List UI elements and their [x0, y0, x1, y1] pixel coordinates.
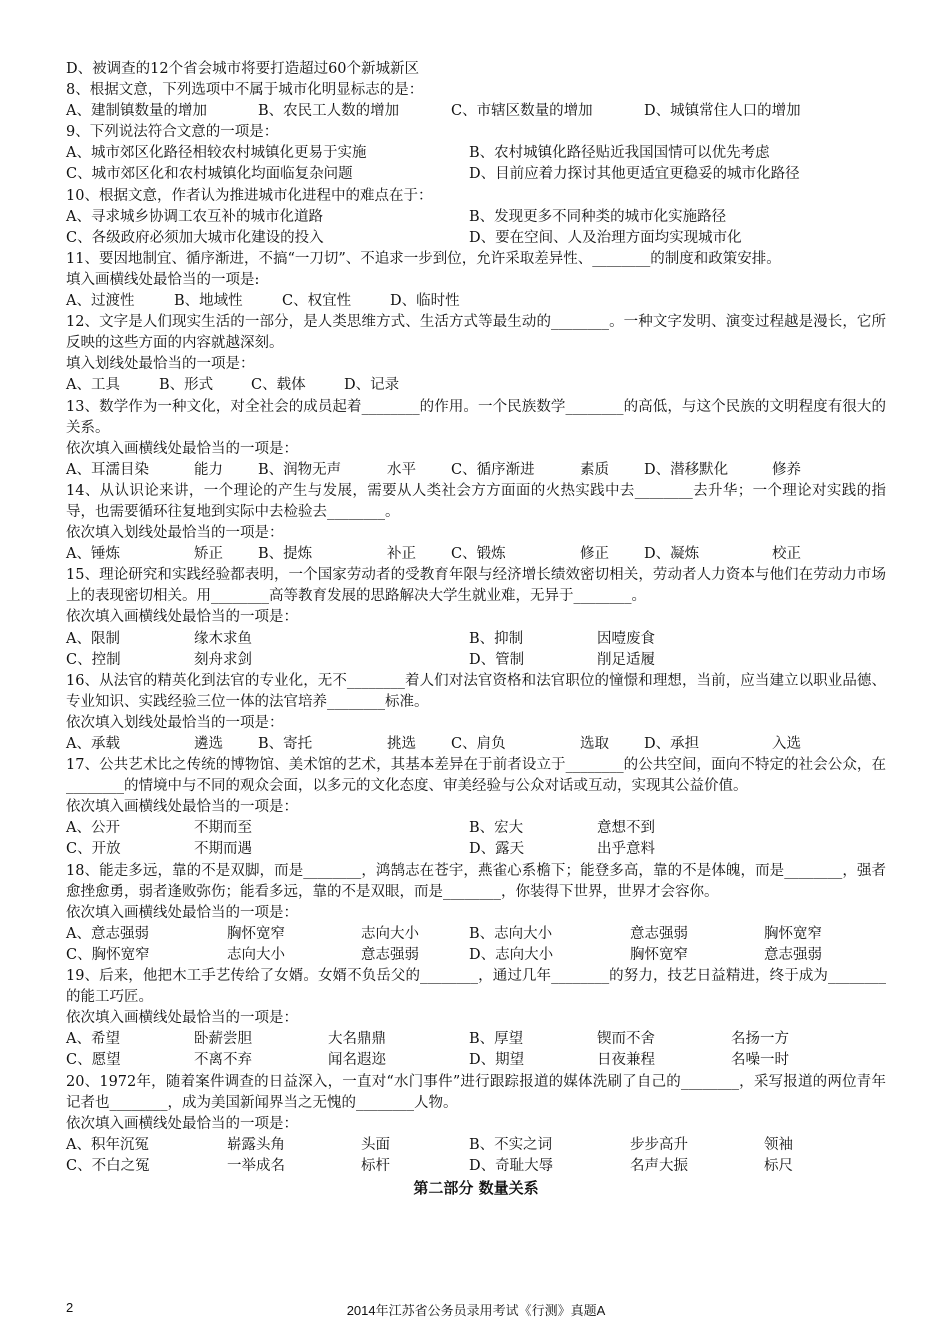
option-d-word-2: 意志强弱 [764, 946, 822, 963]
option-c: C、肩负 [451, 736, 506, 752]
option-a-word-1: 卧薪尝胆 [194, 1031, 252, 1048]
option-c: C、不白之冤 [66, 1157, 150, 1174]
options-row [66, 1050, 886, 1071]
option-b-word: 补正 [387, 546, 416, 563]
option-c: C、权宜性 [282, 293, 352, 310]
option-c-word: 选取 [580, 736, 609, 752]
question-17: 17、公共艺术比之传统的博物馆、美术馆的艺术，其基本差异在于前者设立于________的公共空间，面向不特定的社会公众，在________的情境中与不同的观众会面，以多元的文化态度、审美经验与公众对话或互动，实现其公益价值。 [66, 757, 886, 795]
option-b: B、寄托 [258, 736, 313, 752]
option-d: D、目前应着力探讨其他更适宜更稳妥的城市化路径 [469, 166, 800, 183]
option-c-word: 修正 [580, 546, 609, 563]
option-a: A、积年沉冤 [66, 1136, 149, 1153]
option-c: C、愿望 [66, 1052, 121, 1069]
option-d: D、露天 [469, 841, 525, 858]
question-18: 18、能走多远，靠的不是双脚，而是________，鸿鹄志在苍宇，燕雀心系檐下；能登多高，靠的不是体魄，而是________，强者愈挫愈勇，弱者逢败弥伤；能看多远，靠的不是双眼，而是________，你装得下世界，世界才会容你。 [66, 862, 886, 900]
instruction: 依次填入画横线处最恰当的一项是： [66, 799, 298, 816]
question-8: 8、根据文意，下列选项中不属于城市化明显标志的是： [66, 82, 424, 99]
instruction: 依次填入画横线处最恰当的一项是： [66, 1115, 298, 1132]
options-row [66, 924, 886, 945]
option-b-word: 挑选 [387, 736, 416, 752]
option-a-word: 能力 [194, 461, 223, 478]
options-row [66, 839, 886, 860]
page-number: 2 [66, 1300, 74, 1315]
option-c: C、各级政府必须加大城市化建设的投入 [66, 229, 324, 246]
option-d: D、记录 [344, 377, 400, 394]
options-row [66, 375, 886, 396]
instruction: 依次填入画横线处最恰当的一项是： [66, 609, 298, 626]
option-c-word-1: 不离不弃 [194, 1052, 252, 1069]
option-c-word: 素质 [580, 461, 609, 478]
option-c: C、开放 [66, 841, 121, 858]
instruction: 依次填入划线处最恰当的一项是： [66, 525, 284, 542]
option-a: A、寻求城乡协调工农互补的城市化道路 [66, 208, 323, 225]
option-c: C、市辖区数量的增加 [451, 103, 593, 120]
option-b-word-2: 胸怀宽窄 [764, 925, 822, 942]
question-11: 11、要因地制宜、循序渐进，不搞“一刀切”、不追求一步到位，允许采取差异性、________的制度和政策安排。 [66, 250, 781, 267]
option-d: D、要在空间、人及治理方面均实现城市化 [469, 229, 742, 246]
instruction: 填入画横线处最恰当的一项是: [66, 271, 260, 288]
option-d-word: 修养 [772, 461, 801, 478]
option-a-word: 不期而至 [194, 820, 252, 837]
option-d-word-1: 日夜兼程 [597, 1052, 655, 1069]
option-b: B、农村城镇化路径贴近我国国情可以优先考虑 [469, 145, 770, 162]
option-b: B、厚望 [469, 1031, 524, 1048]
option-d: D、临时性 [390, 293, 460, 310]
option-d-word: 入选 [772, 736, 801, 752]
option-a: A、锤炼 [66, 546, 120, 563]
question-12: 12、文字是人们现实生活的一部分，是人类思维方式、生活方式等最生动的________。一种文字发明、演变过程越是漫长，它所反映的这些方面的内容就越深刻。 [66, 314, 886, 352]
option-a-word-1: 胸怀宽窄 [227, 925, 285, 942]
option-d-word-1: 胸怀宽窄 [630, 946, 688, 963]
option-c: C、控制 [66, 651, 121, 668]
option-a-word: 缘木求鱼 [194, 630, 252, 647]
option-b-word-2: 领袖 [764, 1136, 793, 1153]
option-b: B、抑制 [469, 630, 524, 647]
option-a: A、意志强弱 [66, 925, 149, 942]
option-d: D、管制 [469, 651, 525, 668]
instruction: 依次填入画横线处最恰当的一项是： [66, 1010, 298, 1027]
options-row [66, 1135, 886, 1156]
option-d: D、城镇常住人口的增加 [644, 103, 801, 120]
option-d-word-2: 标尺 [764, 1157, 793, 1174]
question-20: 20、1972年，随着案件调查的日益深入，一直对“水门事件”进行跟踪报道的媒体洗刷了自己的________，采写报道的两位青年记者也________，成为美国新闻界当之无愧的________人物。 [66, 1073, 886, 1111]
option-d-word: 出乎意料 [597, 841, 655, 858]
option-b-word: 意想不到 [597, 820, 655, 837]
option-a-word: 遴选 [194, 736, 223, 752]
option-a-word: 矫正 [194, 546, 223, 563]
option-a: A、限制 [66, 630, 120, 647]
option-a: A、希望 [66, 1031, 120, 1048]
option-d-word: 削足适履 [597, 651, 655, 668]
instruction: 依次填入画横线处最恰当的一项是： [66, 440, 298, 457]
options-row [66, 207, 886, 228]
option-a-word-2: 头面 [361, 1136, 390, 1153]
option-b: B、提炼 [258, 546, 313, 563]
options-row [66, 818, 886, 839]
option-d: D、志向大小 [469, 946, 554, 963]
question-10: 10、根据文意，作者认为推进城市化进程中的难点在于： [66, 187, 433, 204]
option-d: D、承担 [644, 736, 700, 752]
option-d-word-1: 名声大振 [630, 1157, 688, 1174]
section-title: 第二部分 数量关系 [413, 1178, 539, 1197]
instruction: 填入划线处最恰当的一项是： [66, 356, 255, 373]
question-19: 19、后来，他把木工手艺传给了女婿。女婿不负岳父的________，通过几年________的努力，技艺日益精进，终于成为________的能工巧匠。 [66, 968, 886, 1006]
option-a-word-1: 崭露头角 [227, 1136, 285, 1153]
options-row [66, 1029, 886, 1050]
option-a: A、承载 [66, 736, 120, 752]
option-c: C、城市郊区化和农村城镇化均面临复杂问题 [66, 166, 353, 183]
option-b: B、不实之词 [469, 1136, 553, 1153]
option-a: A、建制镇数量的增加 [66, 103, 207, 120]
options-row [66, 164, 886, 185]
options-row [66, 734, 886, 755]
option-a: A、城市郊区化路径相较农村城镇化更易于实施 [66, 145, 367, 162]
option-d: D、潜移默化 [644, 461, 729, 478]
options-row [66, 544, 886, 565]
option-b: B、志向大小 [469, 925, 553, 942]
option-a-word-2: 大名鼎鼎 [328, 1031, 386, 1048]
footer-title: 2014年江苏省公务员录用考试《行测》真题A [346, 1303, 606, 1318]
options-row [66, 228, 886, 249]
option-c-word-2: 标杆 [361, 1157, 390, 1174]
options-row [66, 101, 886, 122]
options-row [66, 629, 886, 650]
question-14: 14、从认识论来讲，一个理论的产生与发展，需要从人类社会方方面面的火热实践中去________去升华；一个理论对实践的指导，也需要循环往复地到实际中去检验去________。 [66, 482, 886, 520]
option-c: C、循序渐进 [451, 461, 535, 478]
option-d-word-2: 名噪一时 [731, 1052, 789, 1069]
document-body [66, 59, 886, 1199]
option-c: C、胸怀宽窄 [66, 946, 150, 963]
option-c: C、载体 [251, 377, 306, 394]
question-15: 15、理论研究和实践经验都表明，一个国家劳动者的受教育年限与经济增长绩效密切相关，劳动者人力资本与他们在劳动力市场上的表现密切相关。用________高等教育发展的思路解决大学生就业难，无异于________。 [66, 567, 886, 605]
option-b: B、宏大 [469, 820, 524, 837]
text-line: D、被调查的12个省会城市将要打造超过60个新城新区 [66, 61, 420, 77]
option-c: C、锻炼 [451, 546, 506, 563]
option-c-word-1: 一举成名 [227, 1157, 285, 1174]
option-d: D、期望 [469, 1052, 525, 1069]
option-c-word-2: 闻名遐迩 [328, 1052, 386, 1069]
option-d: D、奇耻大辱 [469, 1157, 554, 1174]
option-b-word-1: 意志强弱 [630, 925, 688, 942]
option-a-word-2: 志向大小 [361, 925, 419, 942]
question-16: 16、从法官的精英化到法官的专业化，无不________着人们对法官资格和法官职位的憧憬和理想，当前，应当建立以职业品德、专业知识、实践经验三位一体的法官培养________标准。 [66, 672, 886, 710]
option-d: D、凝炼 [644, 546, 700, 563]
question-13: 13、数学作为一种文化，对全社会的成员起着________的作用。一个民族数学________的高低，与这个民族的文明程度有很大的关系。 [66, 398, 886, 436]
option-a: A、耳濡目染 [66, 461, 149, 478]
option-b-word-2: 名扬一方 [731, 1031, 789, 1048]
instruction: 依次填入画横线处最恰当的一项是： [66, 904, 298, 921]
option-b: B、农民工人数的增加 [258, 103, 400, 120]
question-9: 9、下列说法符合文意的一项是： [66, 124, 279, 141]
option-b: B、形式 [159, 377, 214, 394]
option-b: B、润物无声 [258, 461, 342, 478]
option-a: A、工具 [66, 377, 120, 394]
options-row [66, 1156, 886, 1177]
option-a: A、公开 [66, 820, 120, 837]
options-row [66, 143, 886, 164]
option-b-word-1: 步步高升 [630, 1136, 688, 1153]
option-b: B、地域性 [174, 293, 243, 310]
instruction: 依次填入划线处最恰当的一项是： [66, 714, 284, 731]
option-b-word-1: 锲而不舍 [597, 1031, 655, 1048]
option-b-word: 水平 [387, 461, 416, 478]
options-row [66, 460, 886, 481]
option-a: A、过渡性 [66, 293, 135, 310]
options-row [66, 650, 886, 671]
option-c-word: 不期而遇 [194, 841, 252, 858]
option-b-word: 因噎废食 [597, 630, 655, 647]
option-b: B、发现更多不同种类的城市化实施路径 [469, 208, 727, 225]
option-c-word-2: 意志强弱 [361, 946, 419, 963]
options-row [66, 291, 886, 312]
option-c-word-1: 志向大小 [227, 946, 285, 963]
options-row [66, 945, 886, 966]
option-c-word: 刻舟求剑 [194, 651, 252, 668]
option-d-word: 校正 [772, 546, 801, 563]
